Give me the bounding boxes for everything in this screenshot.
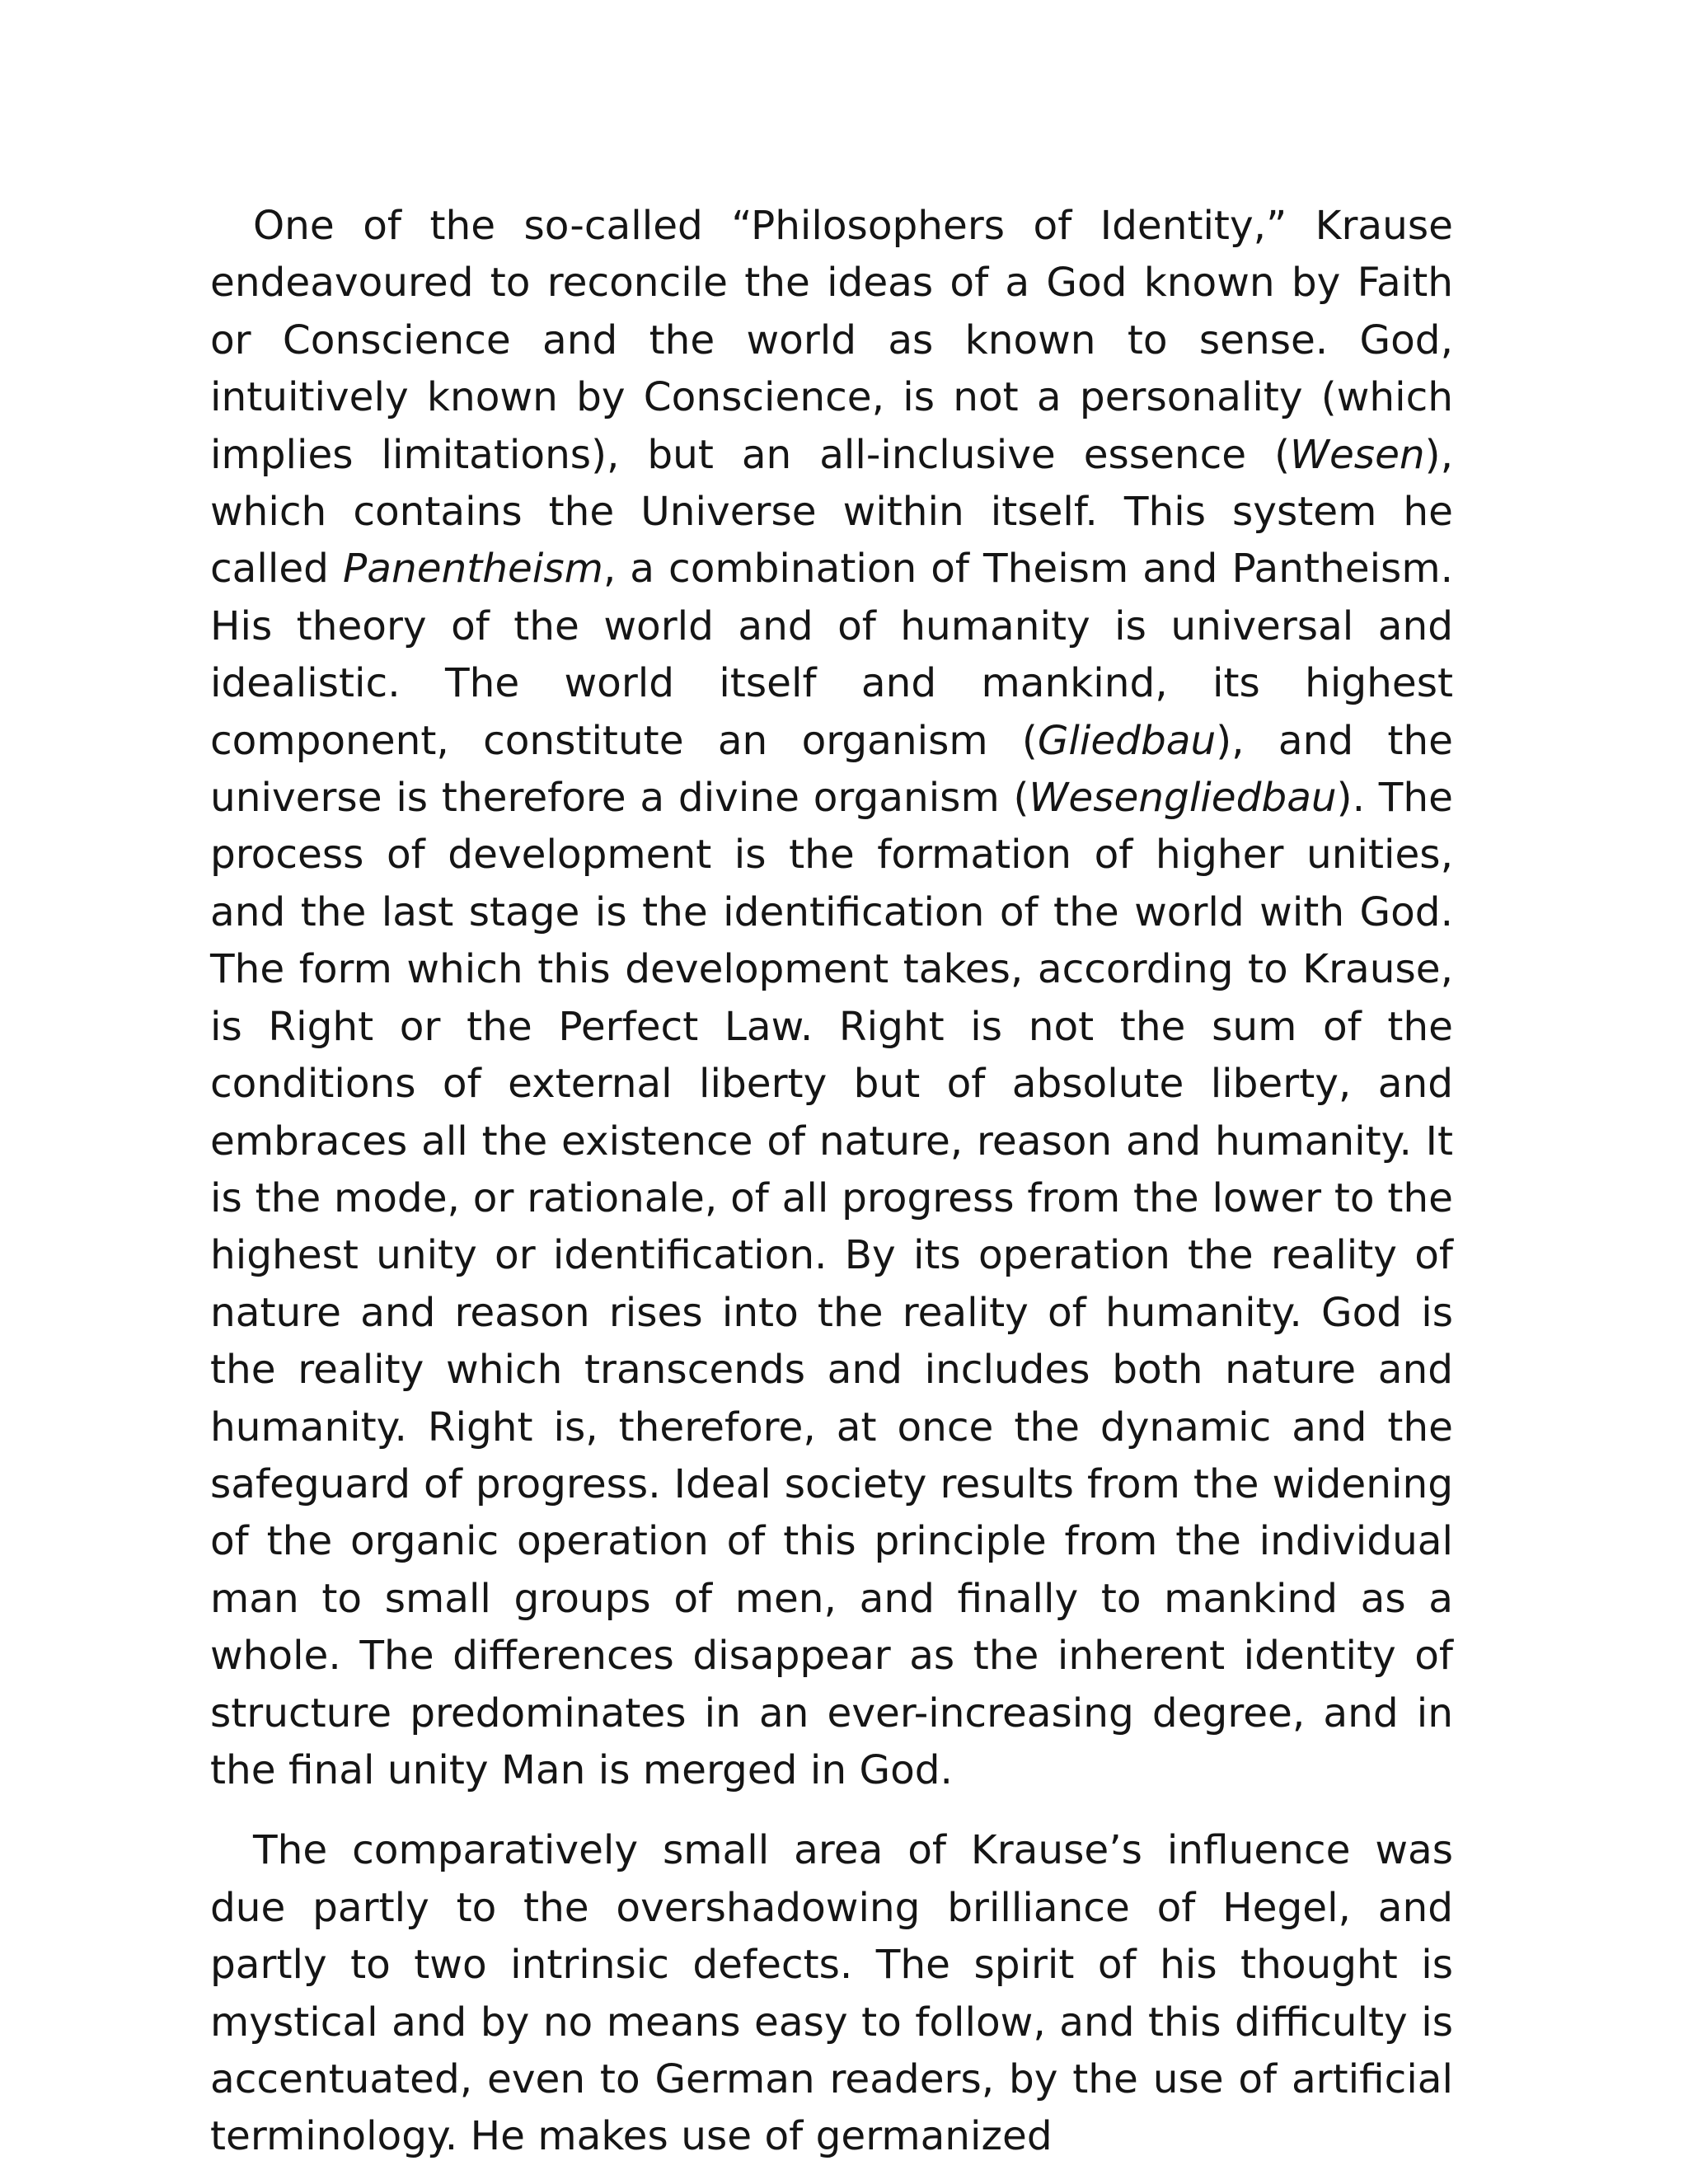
italic-term-panentheism: Panentheism <box>342 546 603 593</box>
paragraph-1-text: ), which contains the Universe within itself. This system he called <box>210 431 1453 593</box>
paragraph-1-text: One of the so-called “Philosophers of Identity,” Krause endeavoured to reconcile the ideas of a God known by Faith or Conscience and the world as known to sense. God, intuitively known by Conscience, is not a personality (which implies limitations), but an all-inclusive essence ( <box>210 203 1453 478</box>
paragraph-2 <box>210 1822 1453 2165</box>
paragraph-1-text: , a combination of Theism and Pantheism. His theory of the world and of humanity is universal and idealistic. The world itself and mankind, its highest component, constitute an organism ( <box>210 546 1453 764</box>
paragraph-1 <box>210 198 1453 1799</box>
italic-term-wesengliedbau: Wesengliedbau <box>1029 775 1337 822</box>
document-page <box>210 198 1453 2166</box>
italic-term-gliedbau: Gliedbau <box>1037 717 1217 764</box>
paragraph-1-text: ). The process of development is the formation of higher unities, and the last stage is the identification of the world with God. The form which this development takes, according to Krause, is Right or the Perfect Law. Right is not the sum of the conditions of external liberty but of absolute liberty, and embraces all the existence of nature, reason and humanity. It is the mode, or rationale, of all progress from the lower to the highest unity or identification. By its operation the reality of nature and reason rises into the reality of humanity. God is the reality which transcends and includes both nature and humanity. Right is, therefore, at once the dynamic and the safeguard of progress. Ideal society results from the widening of the organic operation of this principle from the individual man to small groups of men, and finally to mankind as a whole. The differences disappear as the inherent identity of structure predominates in an ever-increasing degree, and in the final unity Man is merged in God. <box>210 775 1453 1793</box>
italic-term-wesen: Wesen <box>1290 431 1425 478</box>
paragraph-2-text: The comparatively small area of Krause’s influence was due partly to the overshadowing brilliance of Hegel, and partly to two intrinsic defects. The spirit of his thought is mystical and by no means easy to follow, and this difficulty is accentuated, even to German readers, by the use of artificial terminology. He makes use of germanized <box>210 1827 1453 2160</box>
paragraph-1-text: ), and the universe is therefore a divine organism ( <box>210 717 1453 822</box>
